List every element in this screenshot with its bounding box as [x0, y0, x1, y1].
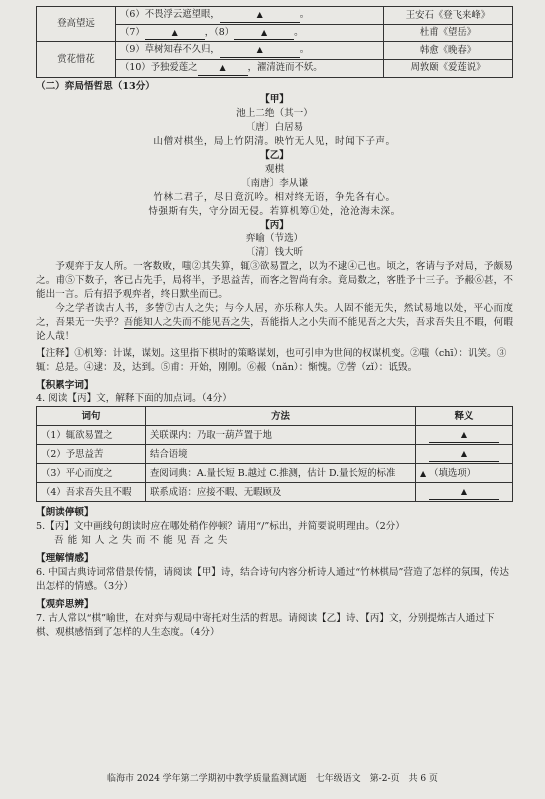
emotion-header: 【理解情感】 — [36, 553, 94, 565]
source-cell: 周敦颐《爱莲说》 — [384, 59, 513, 77]
answer-blank[interactable] — [198, 61, 248, 76]
theme-cell: 登高望远 — [37, 7, 116, 42]
bing-p2-end: ，吾能指人之小失而不能见吾之大失，吾求吾失且不暇，何暇论人哉！ — [36, 316, 514, 342]
jia-poem: 山僧对棋坐，局上竹阴清。映竹无人见，时闻下子声。 — [153, 136, 396, 148]
answer-cell[interactable] — [416, 464, 513, 483]
answer-blank[interactable] — [220, 43, 300, 58]
section-title: （二）弈局悟哲思（13分） — [36, 80, 155, 92]
reading-question: 5.【丙】文中画线句朗读时应在哪处稍作停顿？请用“/”标出，并简要说明理由。（2分） — [36, 521, 405, 533]
answer-cell[interactable] — [416, 483, 513, 502]
line-mid: ，（8） — [204, 26, 235, 38]
line-tail: 。 — [299, 44, 310, 56]
col-header: 方法 — [146, 407, 416, 426]
col-header: 词句 — [37, 407, 146, 426]
line-cell — [116, 24, 384, 42]
underlined-sentence: 吾能知人之失而不能见吾之失 — [123, 316, 251, 328]
yi-poem-line: 恃强斯有失，守分固无侵。若算机筹①处，沧沧海未深。 — [148, 205, 401, 217]
word-cell: （2）予思益苦 — [37, 445, 146, 464]
vocab-header: 【积累字词】 — [36, 379, 94, 391]
line-cell — [116, 7, 384, 25]
word-cell: （3）平心而度之 — [37, 464, 146, 483]
triangle-icon: ▲ — [219, 62, 226, 72]
yi-tag: 【乙】 — [260, 150, 289, 162]
source-cell: 王安石《登飞来峰》 — [384, 7, 513, 25]
line-tail: 。 — [294, 26, 304, 38]
jia-author: 〔唐〕白居易 — [245, 122, 304, 134]
source-cell: 杜甫《望岳》 — [384, 24, 513, 42]
poem-fill-table — [36, 6, 513, 78]
triangle-icon: ▲ — [420, 468, 427, 478]
table-row — [37, 464, 513, 483]
triangle-icon: ▲ — [256, 10, 263, 19]
philosophy-question: 7. 古人常以“棋”喻世，在对弈与观局中寄托对生活的哲思。请阅读【乙】诗、【丙】文，分别提炼古人通过下棋、观棋感悟到了怎样的人生态度。（4分） — [36, 612, 495, 638]
answer-hint: （填选项） — [429, 467, 477, 479]
line-cell — [116, 42, 384, 60]
line-text: （6）不畏浮云遮望眼， — [120, 9, 220, 20]
emotion-question: 6. 中国古典诗词常借景传情，请阅读【甲】诗，结合诗句内容分析诗人通过“竹林棋局”营造了怎样的氛围，传达出怎样的情感。（3分） — [36, 566, 509, 592]
line-cell — [116, 59, 384, 77]
answer-cell[interactable] — [416, 426, 513, 445]
vocab-table — [36, 406, 513, 502]
line-tail: ，濯清涟而不妖。 — [247, 61, 323, 73]
triangle-icon: ▲ — [460, 430, 468, 440]
method-cell: 关联课内：乃取一葫芦置于地 — [146, 426, 416, 445]
col-header: 释义 — [416, 407, 513, 426]
answer-blank[interactable] — [145, 26, 205, 41]
triangle-icon: ▲ — [261, 27, 268, 37]
bing-p2-start: 今之学者读古人书，多訾⑦古人之失；与今人居，亦乐称人失。人固不能无失，然试易地以处，平心而度之，吾果无一失乎？ — [36, 303, 513, 328]
triangle-icon: ▲ — [171, 27, 178, 37]
word-cell: （4）吾求吾失且不暇 — [37, 483, 146, 502]
answer-blank[interactable] — [220, 8, 300, 23]
table-row — [37, 483, 513, 502]
yi-poem-line: 竹林二君子，尽日竟沉吟。相对终无语，争先各有心。 — [153, 191, 396, 203]
answer-cell[interactable] — [416, 445, 513, 464]
philosophy-header: 【观弈思辨】 — [36, 598, 94, 610]
reading-header: 【朗读停顿】 — [36, 507, 94, 519]
method-cell: 结合语境 — [146, 445, 416, 464]
table-row — [37, 7, 513, 25]
bing-paragraph-2 — [36, 302, 513, 344]
answer-blank[interactable] — [234, 26, 294, 41]
source-cell: 韩愈《晚春》 — [384, 42, 513, 60]
pause-sentence[interactable]: 吾 能 知 人 之 失 而 不 能 见 吾 之 失 — [54, 535, 228, 547]
table-row — [37, 426, 513, 445]
vocab-question: 4. 阅读【丙】文，解释下面的加点词。（4分） — [36, 393, 232, 405]
method-cell: 联系成语：应接不暇、无暇顾及 — [146, 483, 416, 502]
bing-paragraph-1: 予观弈于友人所。一客数败，嗤②其失算，辄③欲易置之，以为不逮④己也。顷之，客请与予对局，予颇易之。甫⑤下数子，客已占先手，局将半，予思益苦，而客之智尚有余。竟局数之，客胜予十三子。予赧⑥甚，不能出一言。后有招予观弈者，终日默坐而已。 — [36, 261, 513, 301]
bing-tag: 【丙】 — [260, 219, 289, 231]
line-text: （10）予独爱莲之 — [120, 61, 198, 73]
yi-author: 〔南唐〕李从谦 — [240, 177, 309, 189]
annotations: 【注释】①机筹：计谋，谋划。这里指下棋时的策略谋划，也可引申为世间的权谋机变。②嗤（chī）：讥笑。③辄：总是。④逮：及，达到。⑤甫：开始，刚刚。⑥赧（nǎn）：惭愧。⑦訾（zǐ）：诋毁。 — [36, 347, 507, 373]
word-cell: （1）辄欲易置之 — [37, 426, 146, 445]
method-cell: 查阅词典：A.量长短 B.越过 C.推测，估计 D.量长短的标准 — [146, 464, 416, 483]
page-footer: 临海市 2024 学年第二学期初中教学质量监测试题 七年级语文 第-2-页 共 6 页 — [107, 774, 438, 784]
line-tail: 。 — [299, 9, 310, 20]
bing-author: 〔清〕钱大昕 — [245, 247, 304, 259]
line-text: （9）草树知春不久归， — [120, 44, 220, 56]
triangle-icon: ▲ — [460, 449, 468, 459]
line-text: （7） — [120, 26, 145, 38]
jia-tag: 【甲】 — [260, 94, 289, 106]
triangle-icon: ▲ — [256, 45, 263, 55]
bing-title: 弈喻（节选） — [245, 233, 304, 245]
table-header-row — [37, 407, 513, 426]
table-row — [37, 42, 513, 60]
triangle-icon: ▲ — [460, 487, 468, 497]
yi-title: 观棋 — [264, 163, 285, 175]
jia-title: 池上二绝（其一） — [236, 108, 313, 120]
theme-cell: 赏花惜花 — [37, 42, 116, 77]
table-row — [37, 445, 513, 464]
